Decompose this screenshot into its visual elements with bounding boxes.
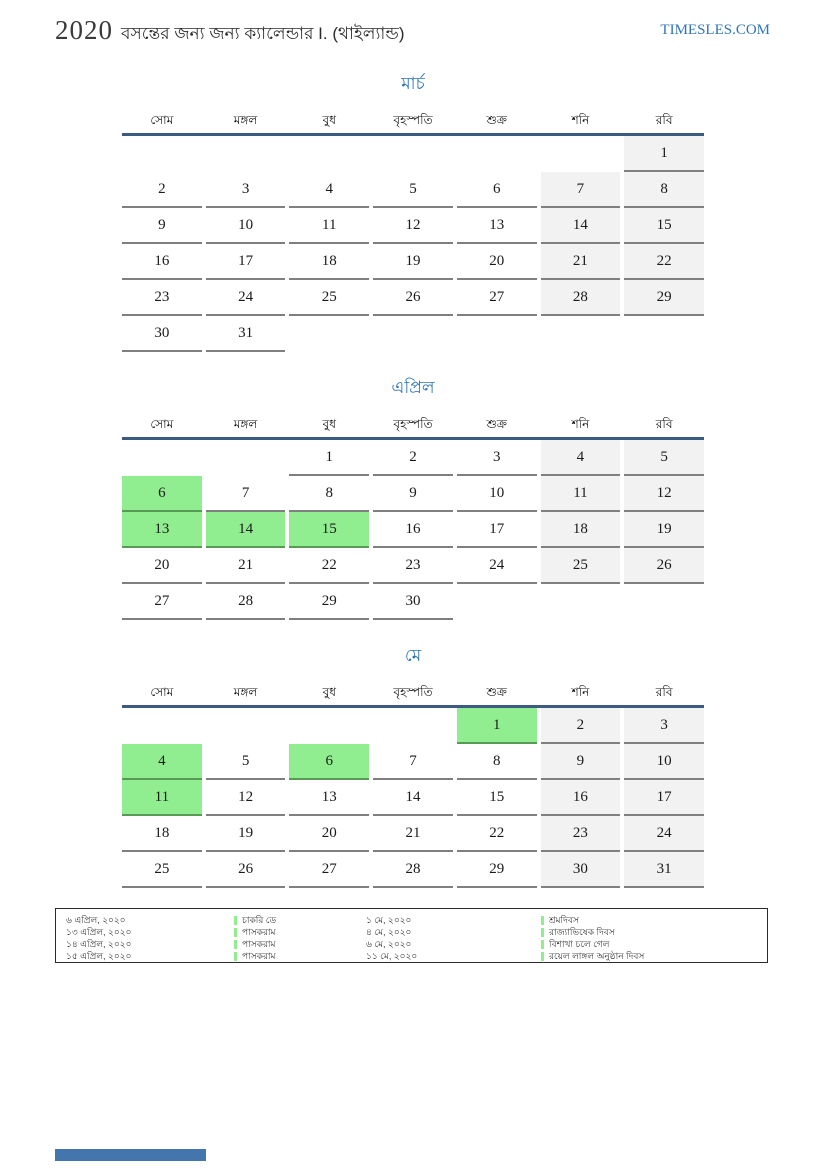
day-cell: 20 — [457, 244, 537, 280]
day-cell: 12 — [206, 780, 286, 816]
day-cell: 25 — [289, 280, 369, 316]
day-cell: 4 — [289, 172, 369, 208]
weekday-label: বুধ — [322, 417, 336, 431]
day-cell: 23 — [373, 548, 453, 584]
empty-cell — [373, 708, 453, 742]
day-cell: 29 — [624, 280, 704, 316]
day-cell: 5 — [373, 172, 453, 208]
day-cell: 2 — [373, 440, 453, 476]
day-cell: 7 — [541, 172, 621, 208]
month-title: মার্চ — [401, 74, 425, 93]
day-cell: 30 — [122, 316, 202, 352]
month-block-1 — [122, 72, 704, 352]
day-cell: 25 — [122, 852, 202, 888]
legend-date: ১ মে, ২০২০ — [366, 915, 412, 926]
empty-cell — [457, 584, 537, 618]
holiday-color-bar — [234, 928, 237, 937]
site-link[interactable]: TIMESLES.COM — [660, 22, 770, 38]
empty-cell — [373, 136, 453, 170]
legend-date: ১৪ এপ্রিল, ২০২০ — [66, 939, 132, 949]
year-label: 2020 — [55, 15, 113, 45]
day-cell: 21 — [541, 244, 621, 280]
day-cell: 21 — [206, 548, 286, 584]
page-title — [55, 16, 405, 48]
day-cell: 20 — [289, 816, 369, 852]
day-cell: 28 — [541, 280, 621, 316]
months-container — [122, 72, 704, 888]
day-cell: 1 — [289, 440, 369, 476]
day-cell: 7 — [206, 476, 286, 512]
day-cell: 19 — [624, 512, 704, 548]
empty-cell — [122, 440, 202, 474]
legend-label — [541, 949, 757, 964]
weekday-label: বুধ — [322, 685, 336, 699]
day-cell: 5 — [624, 440, 704, 476]
day-cell: 3 — [206, 172, 286, 208]
weekday-label: বুধ — [322, 113, 336, 127]
day-grid — [122, 440, 704, 620]
day-cell: 8 — [624, 172, 704, 208]
holiday-color-bar — [234, 952, 237, 961]
day-cell: 21 — [373, 816, 453, 852]
empty-cell — [373, 316, 453, 350]
legend-label — [234, 949, 366, 964]
day-grid — [122, 708, 704, 888]
weekday-header-row — [122, 415, 704, 433]
day-cell: 28 — [373, 852, 453, 888]
day-cell: 23 — [541, 816, 621, 852]
day-cell: 3 — [624, 708, 704, 744]
legend-date: ১১ মে, ২০২০ — [366, 950, 418, 961]
day-cell: 8 — [457, 744, 537, 780]
legend-date: ১৫ এপ্রিল, ২০২০ — [66, 950, 132, 961]
day-cell: 18 — [122, 816, 202, 852]
day-cell: 19 — [373, 244, 453, 280]
day-cell: 14 — [206, 512, 286, 548]
day-cell: 13 — [122, 512, 202, 548]
empty-cell — [624, 584, 704, 618]
day-cell: 8 — [289, 476, 369, 512]
holiday-legend — [55, 908, 768, 963]
month-block-3 — [122, 644, 704, 888]
day-cell: 27 — [122, 584, 202, 620]
legend-date: ১৩ এপ্রিল, ২০২০ — [66, 927, 132, 938]
holiday-color-bar — [234, 940, 237, 949]
day-cell: 15 — [457, 780, 537, 816]
month-block-2 — [122, 376, 704, 620]
day-cell: 5 — [206, 744, 286, 780]
day-cell: 30 — [541, 852, 621, 888]
day-cell: 26 — [373, 280, 453, 316]
empty-cell — [457, 136, 537, 170]
day-cell: 22 — [289, 548, 369, 584]
day-cell: 4 — [541, 440, 621, 476]
legend-date: ৬ মে, ২০২০ — [366, 939, 412, 949]
legend-label-text: পাসকরাম — [242, 939, 276, 949]
weekday-label: শুক্র — [486, 113, 507, 127]
day-cell: 22 — [457, 816, 537, 852]
day-cell: 6 — [289, 744, 369, 780]
day-cell: 24 — [206, 280, 286, 316]
day-cell: 11 — [541, 476, 621, 512]
weekday-label: মঙ্গল — [233, 113, 258, 127]
empty-cell — [541, 316, 621, 350]
weekday-label: শনি — [571, 417, 590, 431]
day-cell: 11 — [122, 780, 202, 816]
empty-cell — [206, 136, 286, 170]
day-cell: 16 — [541, 780, 621, 816]
weekday-label: রবি — [655, 113, 673, 127]
day-cell: 2 — [122, 172, 202, 208]
legend-date: ৬ এপ্রিল, ২০২০ — [66, 915, 126, 926]
legend-label-text: পাসকরাম — [242, 950, 276, 961]
day-cell: 29 — [289, 584, 369, 620]
empty-cell — [122, 136, 202, 170]
day-cell: 2 — [541, 708, 621, 744]
legend-label-text: রাজ্যাভিষেক দিবস — [549, 927, 615, 938]
day-cell: 17 — [457, 512, 537, 548]
day-cell: 29 — [457, 852, 537, 888]
day-cell: 14 — [373, 780, 453, 816]
weekday-label: শনি — [571, 113, 590, 127]
empty-cell — [541, 136, 621, 170]
day-cell: 16 — [373, 512, 453, 548]
day-cell: 12 — [624, 476, 704, 512]
day-cell: 3 — [457, 440, 537, 476]
day-cell: 28 — [206, 584, 286, 620]
day-cell: 9 — [373, 476, 453, 512]
weekday-label: শুক্র — [486, 417, 507, 431]
weekday-label: সোম — [150, 685, 174, 699]
day-grid — [122, 136, 704, 352]
legend-label-text: শ্রমদিবস — [549, 915, 579, 926]
legend-label-text: বিশাখা চলে গেল — [549, 939, 610, 949]
day-cell: 13 — [289, 780, 369, 816]
day-cell: 13 — [457, 208, 537, 244]
day-cell: 15 — [624, 208, 704, 244]
legend-label-text: পাসকরাম — [242, 927, 276, 938]
day-cell: 17 — [624, 780, 704, 816]
day-cell: 10 — [457, 476, 537, 512]
day-cell: 4 — [122, 744, 202, 780]
holiday-color-bar — [541, 952, 544, 961]
day-cell: 27 — [289, 852, 369, 888]
weekday-label: বৃহস্পতি — [393, 113, 433, 127]
day-cell: 10 — [206, 208, 286, 244]
weekday-header-row — [122, 111, 704, 129]
empty-cell — [289, 136, 369, 170]
day-cell: 27 — [457, 280, 537, 316]
footer-bar — [55, 1149, 206, 1161]
day-cell: 14 — [541, 208, 621, 244]
title-text: বসন্তের জন্য জন্য ক্যালেন্ডার I. (থাইল্যান্ড) — [121, 24, 405, 43]
weekday-header-row — [122, 683, 704, 701]
holiday-color-bar — [541, 916, 544, 925]
day-cell: 16 — [122, 244, 202, 280]
holiday-color-bar — [541, 928, 544, 937]
weekday-label: মঙ্গল — [233, 685, 258, 699]
day-cell: 23 — [122, 280, 202, 316]
day-cell: 10 — [624, 744, 704, 780]
empty-cell — [122, 708, 202, 742]
page-header — [0, 0, 827, 48]
day-cell: 22 — [624, 244, 704, 280]
weekday-label: রবি — [655, 685, 673, 699]
weekday-label: মঙ্গল — [233, 417, 258, 431]
day-cell: 30 — [373, 584, 453, 620]
day-cell: 26 — [206, 852, 286, 888]
day-cell: 1 — [457, 708, 537, 744]
holiday-color-bar — [541, 940, 544, 949]
empty-cell — [624, 316, 704, 350]
empty-cell — [206, 440, 286, 474]
day-cell: 9 — [541, 744, 621, 780]
day-cell: 9 — [122, 208, 202, 244]
weekday-label: সোম — [150, 417, 174, 431]
day-cell: 18 — [289, 244, 369, 280]
weekday-label: বৃহস্পতি — [393, 685, 433, 699]
day-cell: 1 — [624, 136, 704, 172]
weekday-label: শনি — [571, 685, 590, 699]
weekday-label: সোম — [150, 113, 174, 127]
empty-cell — [289, 708, 369, 742]
weekday-label: বৃহস্পতি — [393, 417, 433, 431]
day-cell: 7 — [373, 744, 453, 780]
day-cell: 31 — [206, 316, 286, 352]
day-cell: 6 — [122, 476, 202, 512]
empty-cell — [289, 316, 369, 350]
day-cell: 18 — [541, 512, 621, 548]
weekday-label: রবি — [655, 417, 673, 431]
empty-cell — [206, 708, 286, 742]
day-cell: 15 — [289, 512, 369, 548]
month-title: মে — [404, 646, 422, 665]
day-cell: 6 — [457, 172, 537, 208]
day-cell: 24 — [624, 816, 704, 852]
holiday-color-bar — [234, 916, 237, 925]
legend-label-text: রয়েল লাঙ্গল অনুষ্ঠান দিবস — [549, 950, 645, 961]
day-cell: 26 — [624, 548, 704, 584]
day-cell: 20 — [122, 548, 202, 584]
day-cell: 12 — [373, 208, 453, 244]
empty-cell — [541, 584, 621, 618]
day-cell: 25 — [541, 548, 621, 584]
weekday-label: শুক্র — [486, 685, 507, 699]
legend-label-text: চাকরি ডে — [242, 915, 277, 926]
day-cell: 24 — [457, 548, 537, 584]
day-cell: 17 — [206, 244, 286, 280]
day-cell: 11 — [289, 208, 369, 244]
month-title: এপ্রিল — [391, 378, 435, 397]
day-cell: 31 — [624, 852, 704, 888]
day-cell: 19 — [206, 816, 286, 852]
legend-date: ৪ মে, ২০২০ — [366, 927, 412, 938]
empty-cell — [457, 316, 537, 350]
